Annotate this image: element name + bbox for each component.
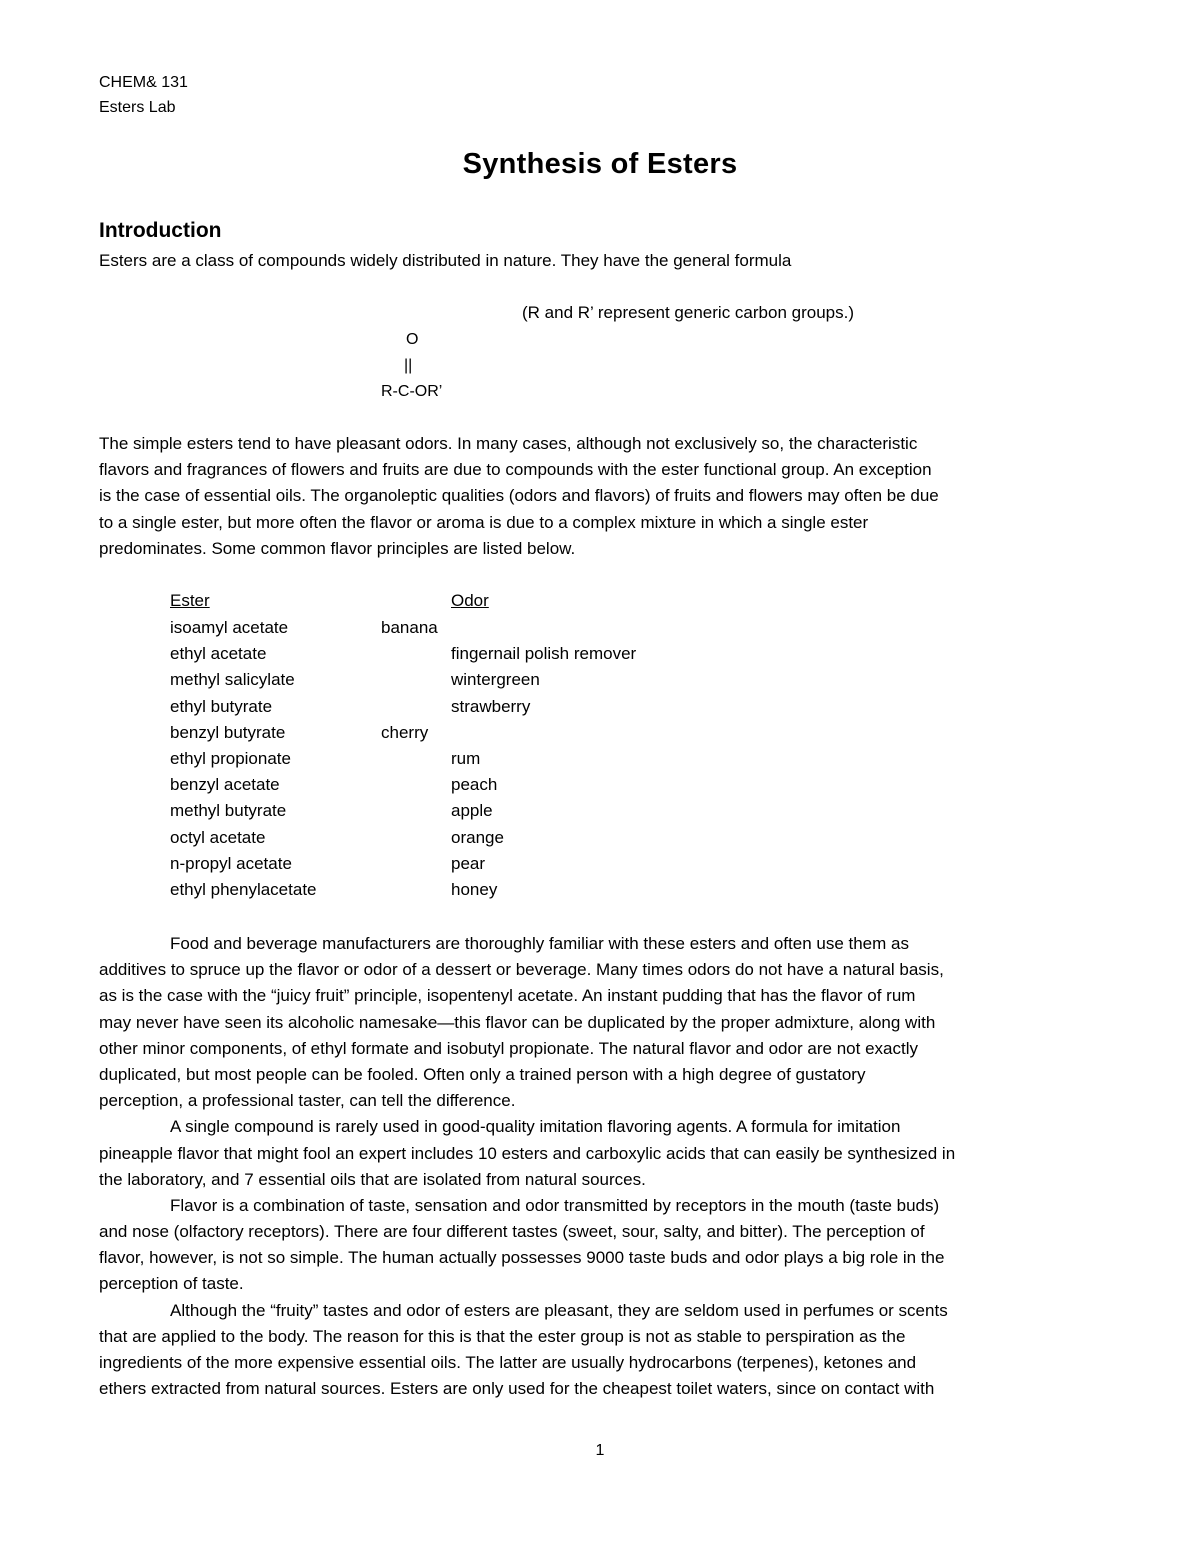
table-cell-odor: strawberry [451, 696, 531, 716]
table-cell-ester: isoamyl acetate [170, 618, 289, 637]
table-cell-odor: fingernail polish remover [451, 644, 637, 664]
table-cell-odor: pear [451, 853, 486, 873]
paragraph-line: predominates. Some common flavor principles are listed below. [99, 538, 576, 558]
paragraph-line: pineapple flavor that might fool an expert includes 10 esters and carboxylic acids that can easily be synthesized in [99, 1143, 956, 1163]
table-cell-ester: benzyl acetate [170, 775, 280, 795]
table-cell-odor: cherry [381, 722, 429, 742]
formula-note: (R and R’ represent generic carbon groups.) [522, 303, 854, 322]
intro-opening-sentence: Esters are a class of compounds widely distributed in nature. They have the general formula [99, 251, 792, 270]
course-code: CHEM& 131 [99, 74, 188, 91]
table-cell-ester: octyl acetate [170, 827, 266, 847]
paragraph-line: as is the case with the “juicy fruit” principle, isopentenyl acetate. An instant pudding that has the flavor of rum [99, 986, 916, 1006]
table-cell-odor: orange [451, 827, 504, 847]
table-cell-ester: ethyl phenylacetate [170, 880, 317, 899]
table-cell-ester: methyl butyrate [170, 801, 287, 821]
table-cell-ester: methyl salicylate [170, 670, 295, 690]
paragraph-line: the laboratory, and 7 essential oils that are isolated from natural sources. [99, 1169, 646, 1189]
paragraph-line: The simple esters tend to have pleasant odors. In many cases, although not exclusively so, the characteristic [99, 434, 918, 453]
table-cell-odor: apple [451, 801, 493, 821]
table-cell-ester: ethyl propionate [170, 749, 291, 768]
table-cell-ester: ethyl acetate [170, 644, 267, 664]
table-header-ester: Ester [170, 591, 210, 610]
table-cell-odor: honey [451, 880, 498, 899]
ester-formula-oxygen: O [406, 331, 419, 348]
paragraph-line: additives to spruce up the flavor or odor of a dessert or beverage. Many times odors do not have a natural basis, [99, 960, 944, 980]
table-cell-ester: n-propyl acetate [170, 853, 292, 873]
paragraph-line: and nose (olfactory receptors). There are four different tastes (sweet, sour, salty, and bitter). The perception of [99, 1222, 925, 1242]
table-cell-odor: banana [381, 618, 438, 637]
lab-name: Esters Lab [99, 99, 176, 116]
paragraph-line: A single compound is rarely used in good-quality imitation flavoring agents. A formula for imitation [170, 1117, 901, 1137]
paragraph-line: to a single ester, but more often the flavor or aroma is due to a complex mixture in which a single ester [99, 512, 869, 532]
ester-formula-double-bond: || [404, 357, 413, 374]
table-header-odor: Odor [451, 591, 489, 610]
table-cell-odor: peach [451, 775, 498, 795]
table-cell-ester: ethyl butyrate [170, 696, 273, 716]
intro-paragraph [99, 431, 1099, 562]
table-cell-odor: rum [451, 749, 481, 768]
paragraph-line: that are applied to the body. The reason for this is that the ester group is not as stable to perspiration as the [99, 1326, 906, 1346]
page-number: 1 [595, 1442, 605, 1459]
paragraph-line: Although the “fruity” tastes and odor of esters are pleasant, they are seldom used in perfumes or scents [170, 1300, 948, 1320]
body-text [99, 931, 1099, 1402]
paragraph-line: perception, a professional taster, can tell the difference. [99, 1091, 516, 1111]
paragraph-line: Food and beverage manufacturers are thoroughly familiar with these esters and often use them as [170, 934, 909, 953]
ester-formula-chain: R-C-OR’ [381, 383, 443, 400]
paragraph-line: may never have seen its alcoholic namesake—this flavor can be duplicated by the proper admixture, along with [99, 1012, 936, 1032]
paragraph-line: ethers extracted from natural sources. Esters are only used for the cheapest toilet waters, since on contact with [99, 1379, 935, 1399]
paragraph-line: ingredients of the more expensive essential oils. The latter are usually hydrocarbons (terpenes), ketones and [99, 1353, 917, 1372]
paragraph-line: is the case of essential oils. The organoleptic qualities (odors and flavors) of fruits and flowers may often be due [99, 486, 939, 506]
paragraph-line: flavor, however, is not so simple. The human actually possesses 9000 taste buds and odor plays a big role in the [99, 1248, 945, 1268]
table-cell-ester: benzyl butyrate [170, 722, 286, 742]
paragraph-line: other minor components, of ethyl formate and isobutyl propionate. The natural flavor and odor are not exactly [99, 1038, 918, 1058]
paragraph-line: perception of taste. [99, 1274, 244, 1294]
paragraph-line: duplicated, but most people can be fooled. Often only a trained person with a high degree of gustatory [99, 1064, 866, 1084]
paragraph-line: Flavor is a combination of taste, sensation and odor transmitted by receptors in the mouth (taste buds) [170, 1195, 940, 1215]
table-cell-odor: wintergreen [451, 670, 540, 690]
document-title: Synthesis of Esters [462, 148, 738, 180]
section-heading-introduction: Introduction [99, 219, 222, 242]
paragraph-line: flavors and fragrances of flowers and fruits are due to compounds with the ester functional group. An exception [99, 460, 932, 480]
